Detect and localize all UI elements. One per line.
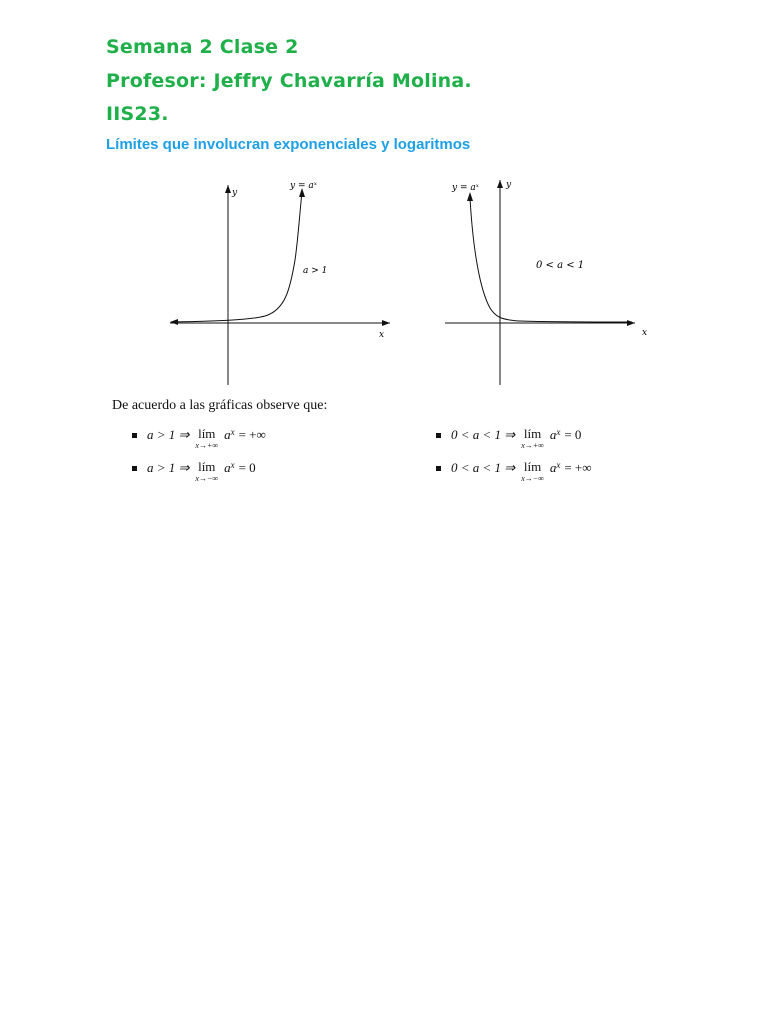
curve-up-arrow xyxy=(467,192,473,201)
limit-exponent: x xyxy=(230,460,235,470)
limit-exponent: x xyxy=(556,460,561,470)
y-axis-label: y xyxy=(232,188,238,198)
limit-condition: 0 < a < 1 ⇒ xyxy=(451,460,516,475)
section-title: Límites que involucran exponenciales y logaritmos xyxy=(106,136,471,153)
limit-operator: lím x→+∞ xyxy=(521,426,544,450)
x-axis-label: x xyxy=(379,330,385,340)
limit-condition: a > 1 ⇒ xyxy=(147,427,190,442)
limit-result: = 0 xyxy=(564,427,582,442)
exponential-curve-growth xyxy=(172,192,302,322)
graph-a-greater-than-1 xyxy=(160,170,400,390)
limit-result: = +∞ xyxy=(564,460,592,475)
limit-base: a xyxy=(549,460,557,475)
limit-base: a xyxy=(224,427,231,442)
limit-exponent: x xyxy=(556,427,561,437)
limit-row xyxy=(436,427,581,450)
x-axis-arrow xyxy=(382,320,390,326)
condition-label: 0 < a < 1 xyxy=(536,260,585,271)
limit-operator: lím x→−∞ xyxy=(195,459,219,483)
header-professor: Profesor: Jeffry Chavarría Molina. xyxy=(106,70,472,92)
limit-row xyxy=(132,460,256,483)
limit-result: = 0 xyxy=(238,460,256,475)
function-label: y = aˣ xyxy=(452,183,479,193)
limit-base: a xyxy=(549,427,557,442)
limit-row xyxy=(436,460,592,483)
condition-label: a > 1 xyxy=(303,266,328,276)
limit-base: a xyxy=(224,460,231,475)
header-course-code: IIS23. xyxy=(106,103,169,125)
limit-result: = +∞ xyxy=(238,427,266,442)
limit-exponent: x xyxy=(230,427,235,437)
bullet-icon xyxy=(436,466,441,471)
limit-condition: 0 < a < 1 ⇒ xyxy=(451,427,516,442)
intro-text: De acuerdo a las gráficas observe que: xyxy=(112,398,328,413)
y-axis-arrow xyxy=(497,180,503,188)
bullet-icon xyxy=(132,466,137,471)
header-week-class: Semana 2 Clase 2 xyxy=(106,36,299,58)
y-axis-label: y xyxy=(506,180,512,190)
limit-condition: a > 1 ⇒ xyxy=(147,460,190,475)
limit-operator: lím x→+∞ xyxy=(195,426,219,450)
x-axis-label: x xyxy=(642,328,648,338)
x-axis-arrow xyxy=(627,320,635,326)
limit-row xyxy=(132,427,266,450)
function-label: y = aˣ xyxy=(290,181,317,191)
bullet-icon xyxy=(436,433,441,438)
graph-a-between-0-and-1 xyxy=(440,170,660,390)
limit-operator: lím x→−∞ xyxy=(521,459,544,483)
bullet-icon xyxy=(132,433,137,438)
y-axis-arrow xyxy=(225,185,231,193)
